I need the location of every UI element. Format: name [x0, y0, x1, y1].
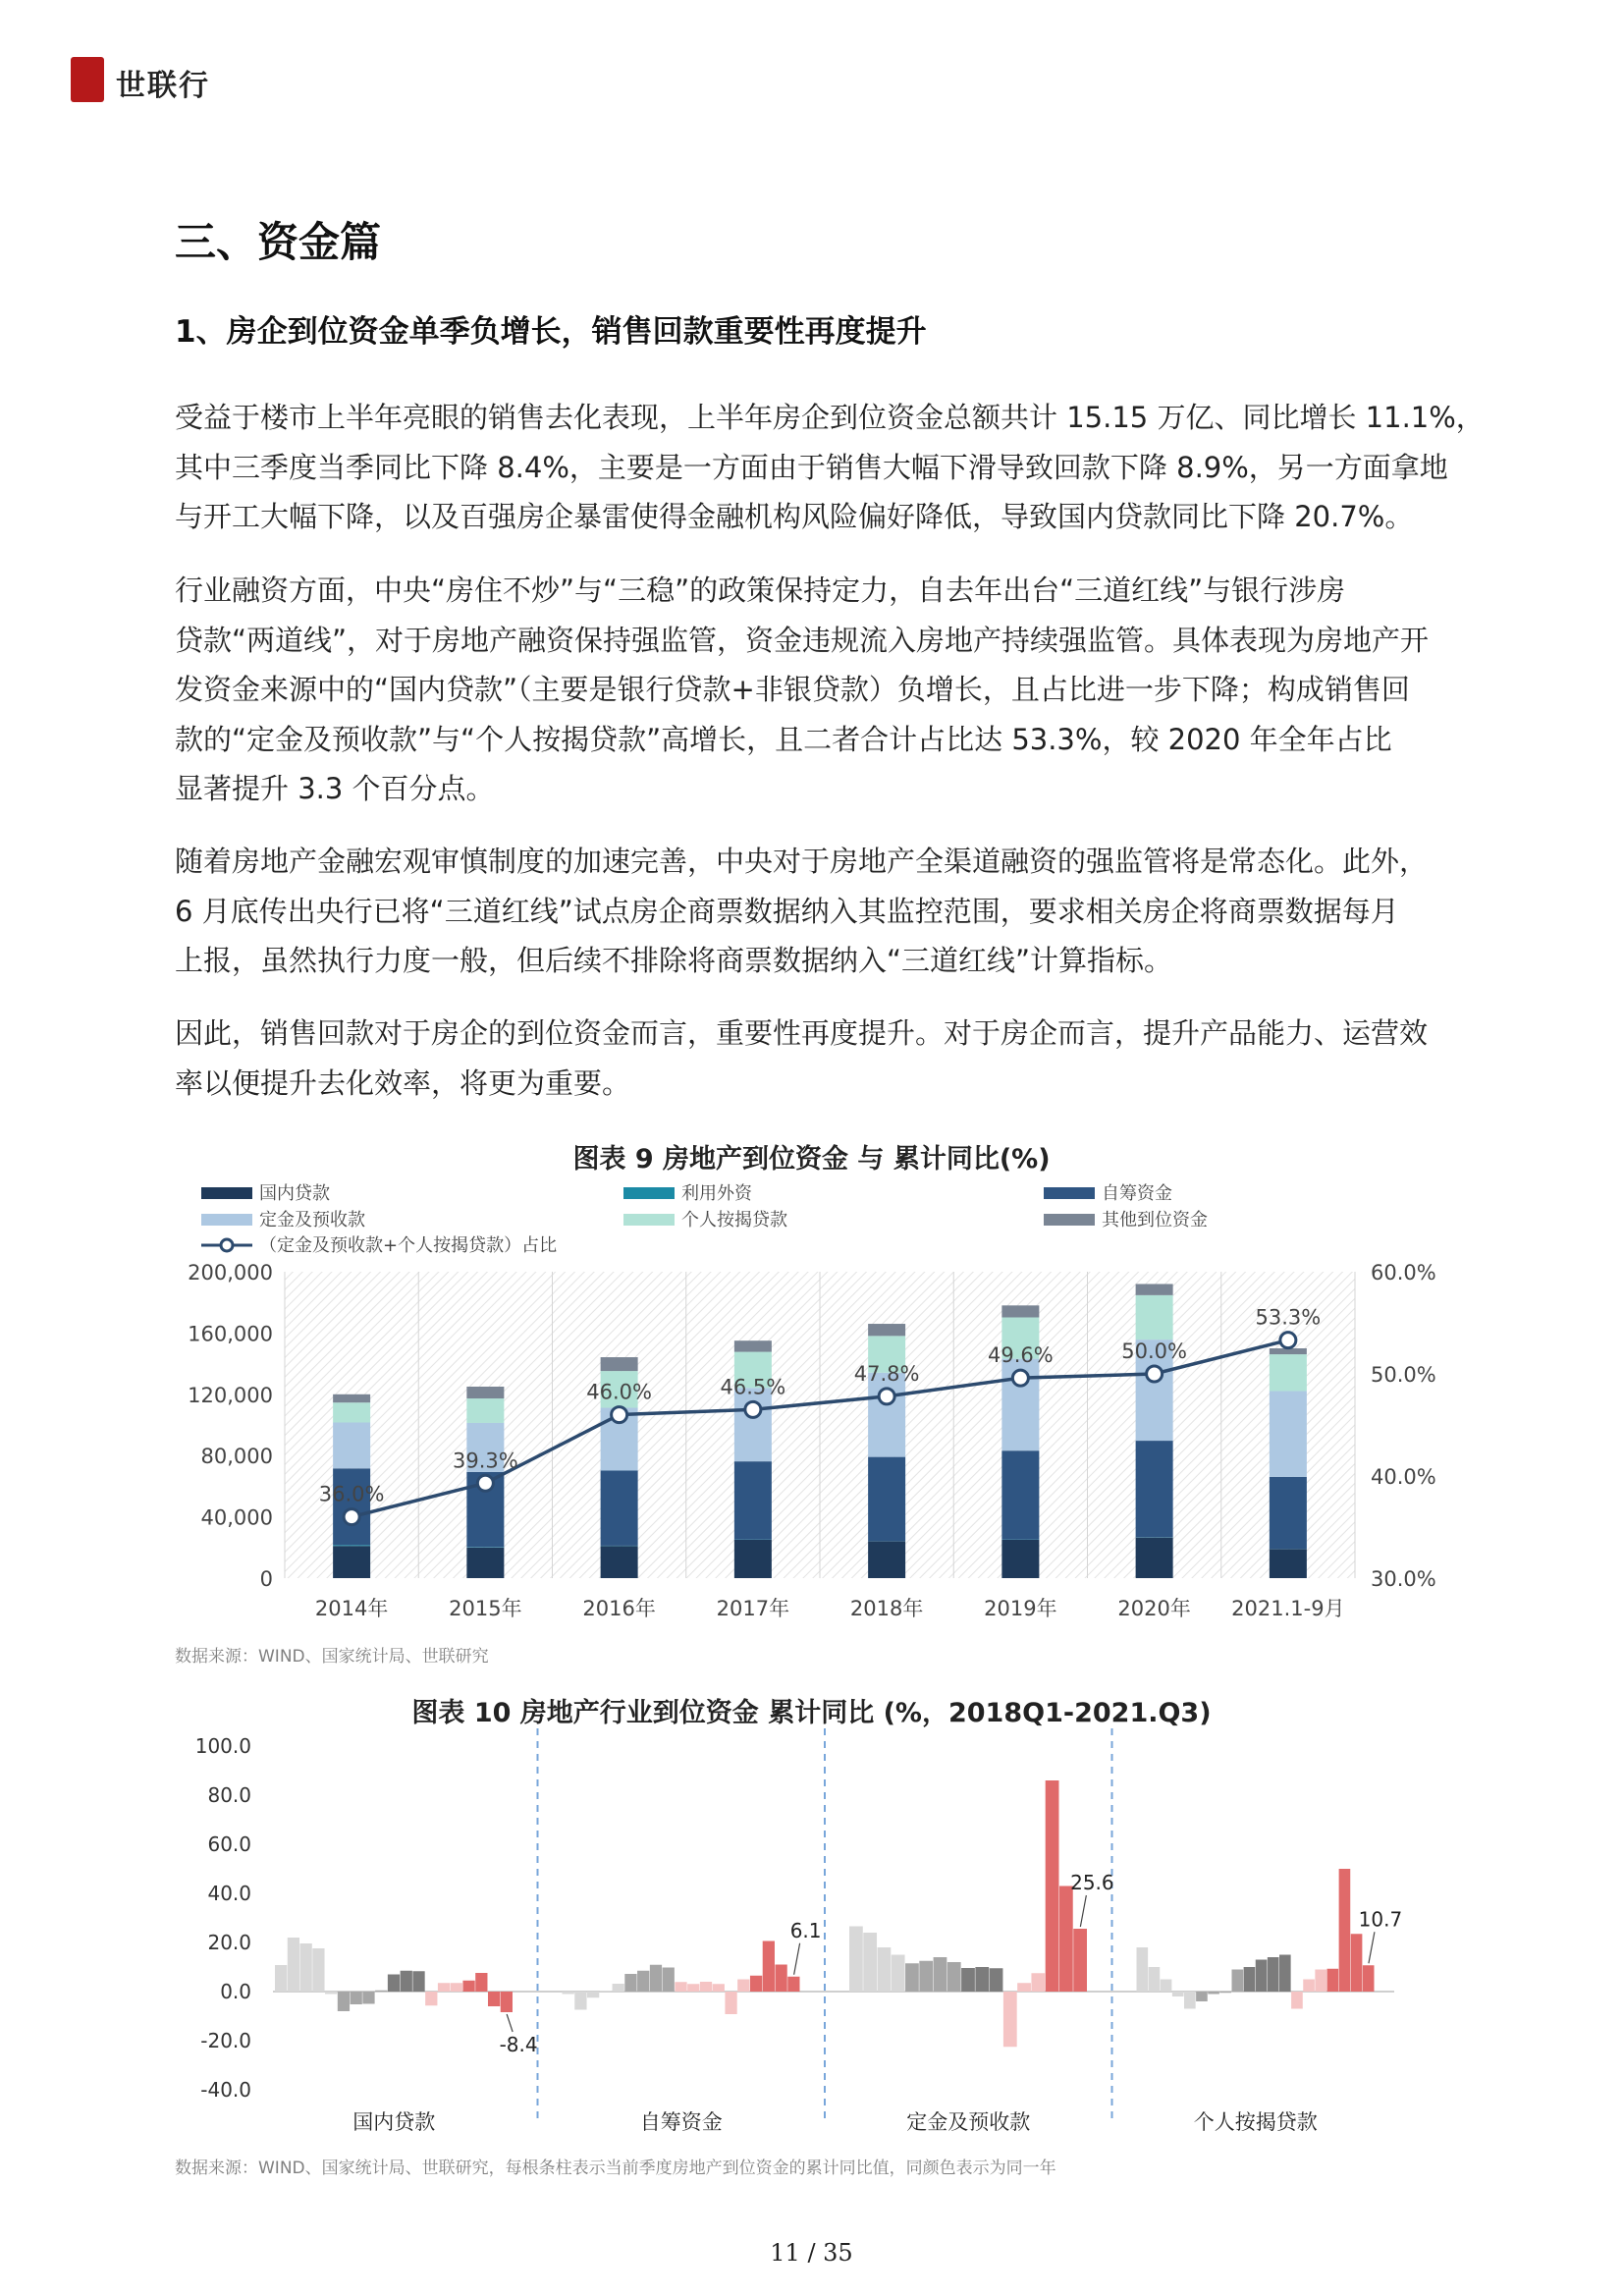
- bar: [892, 1955, 905, 1993]
- bar: [624, 1974, 636, 1992]
- bar-segment: [333, 1545, 370, 1546]
- y-tick-label: 200,000: [188, 1261, 273, 1285]
- bar: [425, 1992, 437, 2005]
- y-tick-label: 40.0: [207, 1882, 251, 1905]
- bar: [1351, 1934, 1363, 1992]
- bar: [1149, 1967, 1161, 1992]
- subsection-title: 1、房企到位资金单季负增长，销售回款重要性再度提升: [175, 314, 927, 350]
- bar: [351, 1992, 362, 2004]
- bar: [905, 1963, 919, 1992]
- y-tick-label: 60.0: [207, 1832, 251, 1856]
- bar-segment: [1136, 1538, 1173, 1578]
- bar: [919, 1961, 933, 1992]
- value-label: -8.4: [499, 2033, 538, 2056]
- legend-swatch: [1044, 1214, 1095, 1226]
- bar: [462, 1981, 474, 1992]
- y-tick-label: 40,000: [200, 1505, 273, 1530]
- bar: [613, 1984, 624, 1992]
- bar: [725, 1992, 736, 2014]
- bar: [737, 1980, 749, 1993]
- bar: [1291, 1992, 1303, 2009]
- bar: [388, 1975, 400, 1993]
- share-point: [879, 1389, 894, 1404]
- bar: [275, 1965, 287, 1992]
- bar-segment: [1270, 1477, 1307, 1549]
- bar: [975, 1967, 989, 1992]
- y-tick-label: 80.0: [207, 1783, 251, 1807]
- page-number: 11 / 35: [770, 2239, 853, 2267]
- legend-label: 国内贷款: [259, 1183, 330, 1204]
- paragraph-1: 受益于楼市上半年亮眼的销售去化表现，上半年房企到位资金总额共计 15.15 万亿、同比增长 11.1%， 其中三季度当季同比下降 8.4%，主要是一方面由于销售大幅下滑导致回款下降 8.9%，另一方面拿地 与开工大幅下降，以及百强房企暴雷使得金融机构风险偏好降低，导致国内贷款同比下降 20.7%。: [175, 401, 1485, 533]
- figure9-title: 图表 9 房地产到位资金 与 累计同比(%): [572, 1144, 1051, 1175]
- label-leader: [1080, 1895, 1086, 1927]
- share-label: 36.0%: [318, 1482, 385, 1506]
- y-tick-label: 0.0: [220, 1980, 251, 2003]
- bar-segment: [1136, 1284, 1173, 1294]
- bar: [1315, 1970, 1326, 1993]
- y-tick-label: 100.0: [194, 1734, 251, 1758]
- share-label: 50.0%: [1121, 1339, 1187, 1363]
- share-point: [745, 1401, 761, 1417]
- bar-segment: [333, 1394, 370, 1402]
- bar: [1256, 1960, 1268, 1993]
- bar: [312, 1948, 324, 1992]
- bar: [375, 1991, 387, 1992]
- bar: [501, 1992, 513, 2012]
- legend-label: 定金及预收款: [259, 1210, 365, 1230]
- brand-name: 世联行: [116, 69, 210, 103]
- bar: [1073, 1929, 1087, 1992]
- bar: [1184, 1992, 1196, 2009]
- bar: [878, 1947, 892, 1992]
- bar-segment: [333, 1546, 370, 1578]
- paragraph-2: 行业融资方面，中央“房住不炒”与“三稳”的政策保持定力，自去年出台“三道红线”与银行涉房 贷款“两道线”，对于房地产融资保持强监管，资金违规流入房地产持续强监管。具体表现为房地产开 发资金来源中的“国内贷款”（主要是银行贷款+非银贷款）负增长，且占比进一步下降；构成销售回 款的“定金及预收款”与“个人按揭贷款”高增长，且二者合计占比达 53.3%，较 2020 年全年占比 显著提升 3.3 个百分点。: [175, 574, 1430, 805]
- x-tick-label: 2021.1-9月: [1231, 1597, 1345, 1620]
- legend-swatch: [1044, 1187, 1095, 1199]
- bar: [325, 1992, 337, 1995]
- bar: [1219, 1992, 1231, 1993]
- y2-tick-label: 30.0%: [1371, 1567, 1436, 1591]
- y-tick-label: -40.0: [200, 2078, 251, 2102]
- bar: [1161, 1980, 1172, 1993]
- bar: [1172, 1992, 1184, 1996]
- y2-tick-label: 40.0%: [1371, 1465, 1436, 1489]
- bar: [488, 1992, 500, 2006]
- share-point: [344, 1509, 359, 1525]
- share-label: 46.0%: [586, 1380, 652, 1404]
- y-tick-label: 120,000: [188, 1383, 273, 1407]
- bar: [763, 1941, 775, 1993]
- share-point: [1280, 1333, 1296, 1348]
- bar: [637, 1971, 649, 1992]
- bar: [1059, 1886, 1073, 1993]
- share-label: 46.5%: [720, 1375, 786, 1399]
- label-leader: [507, 2014, 513, 2032]
- legend-swatch: [201, 1187, 252, 1199]
- bar: [1137, 1947, 1149, 1992]
- bar-segment: [734, 1461, 772, 1540]
- y-tick-label: -20.0: [200, 2029, 251, 2052]
- bar: [574, 1992, 586, 2010]
- legend-label: 其他到位资金: [1102, 1210, 1208, 1230]
- bar-segment: [1270, 1392, 1307, 1477]
- bar-segment: [333, 1468, 370, 1545]
- bar-segment: [466, 1387, 504, 1398]
- x-tick-label: 2015年: [449, 1597, 522, 1620]
- bar: [563, 1992, 574, 1995]
- share-point: [1147, 1366, 1163, 1382]
- y-tick-label: 160,000: [188, 1322, 273, 1346]
- x-tick-label: 2016年: [582, 1597, 656, 1620]
- bar-segment: [868, 1324, 905, 1336]
- legend-swatch: [201, 1214, 252, 1226]
- bar-segment: [466, 1548, 504, 1578]
- bar: [1232, 1970, 1244, 1993]
- x-tick-label: 2017年: [716, 1597, 790, 1620]
- bar: [475, 1973, 487, 1992]
- bar: [775, 1965, 786, 1993]
- bar: [687, 1984, 699, 1992]
- bar-segment: [1001, 1305, 1039, 1317]
- value-label: 10.7: [1358, 1907, 1403, 1932]
- bar: [1244, 1967, 1256, 1992]
- bar: [863, 1933, 877, 1992]
- bar: [1327, 1969, 1339, 1992]
- legend-swatch: [623, 1214, 675, 1226]
- bar-segment: [1001, 1450, 1039, 1539]
- bar: [1208, 1992, 1219, 1995]
- share-point: [612, 1407, 627, 1423]
- bar: [947, 1962, 961, 1992]
- bar: [288, 1938, 299, 1992]
- x-tick-label: 2019年: [984, 1597, 1057, 1620]
- bar: [663, 1968, 675, 1993]
- figure10-chart: [167, 1728, 1463, 2141]
- y-tick-label: 0: [259, 1567, 273, 1591]
- group-label: 自筹资金: [639, 2110, 723, 2134]
- legend-swatch: [623, 1187, 675, 1199]
- bar-segment: [601, 1357, 638, 1371]
- value-label: 6.1: [789, 1918, 822, 1942]
- bar: [849, 1927, 863, 1993]
- y2-tick-label: 50.0%: [1371, 1363, 1436, 1387]
- label-leader: [794, 1943, 800, 1975]
- bar: [1196, 1992, 1208, 2001]
- bar-segment: [1136, 1295, 1173, 1339]
- section-title: 三、资金篇: [175, 218, 382, 266]
- bar-segment: [466, 1398, 504, 1423]
- bar: [362, 1992, 374, 2004]
- x-tick-label: 2018年: [849, 1597, 924, 1620]
- figure9-chart: [167, 1174, 1463, 1645]
- x-tick-label: 2020年: [1117, 1597, 1191, 1620]
- bar-segment: [1270, 1354, 1307, 1391]
- bar: [412, 1971, 424, 1992]
- y-tick-label: 20.0: [207, 1931, 251, 1954]
- figure10-source: 数据来源：WIND、国家统计局、世联研究，每根条柱表示当前季度房地产到位资金的累计同比值，同颜色表示为同一年: [175, 2159, 1056, 2178]
- bar: [587, 1992, 599, 1997]
- y2-tick-label: 60.0%: [1371, 1261, 1436, 1285]
- bar: [451, 1983, 462, 1992]
- bar-segment: [333, 1402, 370, 1422]
- paragraph-3: 随着房地产金融宏观审慎制度的加速完善，中央对于房地产全渠道融资的强监管将是常态化。此外， 6 月底传出央行已将“三道红线”试点房企商票数据纳入其监控范围，要求相关房企将商票数据每月 上报，虽然执行力度一般，但后续不排除将商票数据纳入“三道红线”计算指标。: [175, 845, 1429, 977]
- bar: [787, 1977, 799, 1992]
- bar-segment: [868, 1542, 905, 1578]
- share-point: [1012, 1370, 1028, 1386]
- bar: [600, 1991, 612, 1992]
- bar: [1017, 1983, 1031, 1992]
- brand-logo-icon: [71, 57, 104, 102]
- bar: [750, 1976, 762, 1992]
- share-label: 39.3%: [453, 1449, 518, 1473]
- figure9-source: 数据来源：WIND、国家统计局、世联研究: [175, 1647, 489, 1667]
- legend-line-marker: [221, 1239, 233, 1251]
- bar-segment: [333, 1423, 370, 1469]
- bar: [1303, 1980, 1315, 1993]
- bar-segment: [868, 1457, 905, 1542]
- share-label: 53.3%: [1255, 1305, 1322, 1330]
- legend-label: 利用外资: [681, 1183, 752, 1204]
- group-label: 个人按揭贷款: [1193, 2110, 1318, 2134]
- paragraph-4: 因此，销售回款对于房企的到位资金而言，重要性再度提升。对于房企而言，提升产品能力、运营效 率以便提升去化效率，将更为重要。: [175, 1016, 1429, 1100]
- bar: [300, 1943, 312, 1992]
- bar: [438, 1983, 450, 1992]
- bar: [1268, 1957, 1279, 1992]
- bar: [1003, 1992, 1017, 2047]
- bar: [1363, 1965, 1375, 1992]
- bar: [961, 1968, 975, 1992]
- bar: [713, 1984, 725, 1992]
- bar-segment: [734, 1388, 772, 1461]
- bar: [934, 1957, 947, 1992]
- bar: [1046, 1780, 1059, 1992]
- bar: [1279, 1955, 1291, 1993]
- group-label: 定金及预收款: [906, 2110, 1031, 2134]
- bar: [1031, 1973, 1045, 1992]
- bar-segment: [1270, 1549, 1307, 1578]
- bar-segment: [601, 1470, 638, 1545]
- legend-label: 自筹资金: [1102, 1183, 1172, 1204]
- bar-segment: [1136, 1441, 1173, 1537]
- bar: [650, 1965, 662, 1992]
- x-tick-label: 2014年: [314, 1597, 389, 1620]
- bar: [1339, 1869, 1351, 1992]
- bar: [990, 1968, 1003, 1992]
- share-point: [477, 1475, 493, 1491]
- bar-segment: [734, 1340, 772, 1351]
- figure10-title: 图表 10 房地产行业到位资金 累计同比 (%，2018Q1-2021.Q3): [411, 1698, 1212, 1728]
- bar: [700, 1982, 712, 1992]
- bar-segment: [1001, 1540, 1039, 1578]
- group-label: 国内贷款: [352, 2110, 436, 2134]
- share-label: 47.8%: [853, 1361, 920, 1386]
- legend-label: 个人按揭贷款: [681, 1210, 787, 1230]
- y-tick-label: 80,000: [200, 1445, 273, 1469]
- legend-label: （定金及预收款+个人按揭贷款）占比: [259, 1235, 558, 1256]
- label-leader: [1369, 1932, 1375, 1963]
- value-label: 25.6: [1070, 1871, 1114, 1894]
- share-label: 49.6%: [988, 1343, 1054, 1368]
- bar: [338, 1992, 350, 2011]
- bar-segment: [734, 1540, 772, 1578]
- bar: [675, 1982, 686, 1992]
- bar: [401, 1971, 412, 1992]
- bar-segment: [601, 1546, 638, 1578]
